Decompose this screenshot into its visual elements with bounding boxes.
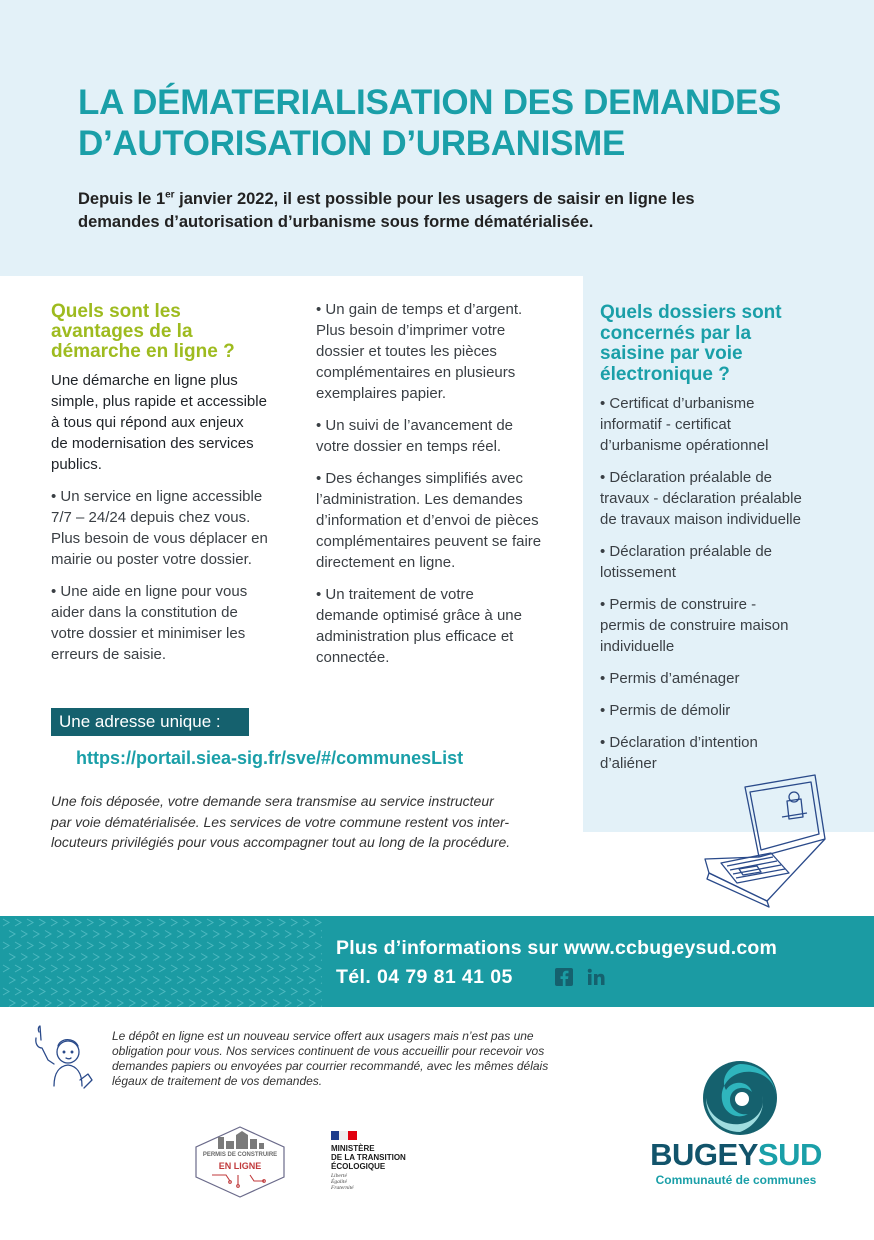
pattern-triangle [291,988,297,995]
pattern-triangle [99,988,105,995]
pattern-triangle [21,1000,27,1007]
pattern-triangle [27,919,33,926]
pattern-triangle [171,942,177,949]
pattern-triangle [111,942,117,949]
pattern-triangle [111,988,117,995]
dossiers-heading: Quels dossiers sont concernés par la saisine par voie électronique ? [600,302,782,385]
pattern-triangle [81,977,87,984]
pattern-triangle [189,954,195,961]
pattern-triangle [15,919,21,926]
laptop-illustration [697,773,832,908]
pattern-triangle [123,942,129,949]
pattern-triangle [57,977,63,984]
pattern-triangle [273,1000,279,1007]
pattern-triangle [243,919,249,926]
pattern-triangle [297,1000,303,1007]
pattern-triangle [69,931,75,938]
pattern-triangle [303,965,309,972]
pattern-triangle [237,954,243,961]
pattern-triangle [93,954,99,961]
pattern-triangle [177,954,183,961]
pattern-triangle [303,988,309,995]
pattern-triangle [291,965,297,972]
pattern-triangle [51,965,57,972]
pattern-triangle [165,931,171,938]
pattern-triangle [27,942,33,949]
pattern-triangle [135,988,141,995]
pattern-triangle [141,1000,147,1007]
page-title [78,82,838,164]
pattern-triangle [249,1000,255,1007]
pattern-triangle [261,1000,267,1007]
pattern-triangle [39,988,45,995]
pattern-triangle [63,942,69,949]
permis-logo-text: PERMIS DE CONSTRUIRE [202,1152,278,1158]
advantage-bullet: • Un gain de temps et d’argent. Plus besoin d’imprimer votre dossier et toutes les pièces complémentaires en plusieurs exemplaires papier. [316,301,523,402]
intro-sup: er [165,189,175,201]
republic-motto: Liberté Égalité Fraternité [331,1173,354,1191]
pattern-triangle [9,1000,15,1007]
pattern-triangle [219,965,225,972]
pattern-triangle [159,942,165,949]
pattern-triangle [261,954,267,961]
pattern-triangle [45,954,51,961]
pattern-triangle [129,977,135,984]
pattern-triangle [303,919,309,926]
pattern-triangle [243,942,249,949]
pattern-triangle [195,919,201,926]
pattern-triangle [117,1000,123,1007]
intro-start: Depuis le 1 [78,190,166,208]
pattern-triangle [9,954,15,961]
pattern-triangle [297,977,303,984]
pattern-triangle [297,931,303,938]
bugey-sud-subtitle: Communauté de communes [655,1173,817,1187]
pattern-triangle [147,919,153,926]
pattern-triangle [135,942,141,949]
pattern-triangle [309,977,315,984]
pattern-triangle [321,1000,322,1007]
advantages-lead: Une démarche en ligne plus simple, plus rapide et accessible à tous qui répond aux enjeux de modernisation des services publics. [51,372,267,473]
pattern-triangle [123,919,129,926]
pattern-triangle [33,931,39,938]
pattern-triangle [129,931,135,938]
pattern-triangle [201,931,207,938]
pattern-triangle [81,954,87,961]
marianne-flag-icon [331,1131,357,1140]
pattern-triangle [39,919,45,926]
pattern-triangle [3,988,9,995]
pattern-triangle [63,965,69,972]
pattern-triangle [171,988,177,995]
pattern-triangle [75,965,81,972]
pattern-triangle [189,931,195,938]
pattern-triangle [69,977,75,984]
pattern-triangle [51,919,57,926]
pattern-triangle [3,965,9,972]
pattern-triangle [321,977,322,984]
pattern-triangle [315,919,321,926]
pattern-triangle [285,977,291,984]
pattern-triangle [309,1000,315,1007]
bugey-sud-swirl-logo [700,1058,780,1138]
portal-link[interactable]: https://portail.siea-sig.fr/sve/#/communesList [76,748,464,768]
pattern-triangle [141,977,147,984]
facebook-icon[interactable] [555,968,573,986]
pattern-triangle [63,919,69,926]
pattern-triangle [267,919,273,926]
pattern-triangle [231,988,237,995]
pattern-triangle [183,965,189,972]
ministry-name: MINISTÈRE DE LA TRANSITION ÉCOLOGIQUE [331,1144,406,1171]
pattern-triangle [285,931,291,938]
pattern-triangle [249,931,255,938]
pattern-triangle [141,931,147,938]
pattern-triangle [87,965,93,972]
pattern-triangle [165,1000,171,1007]
pattern-triangle [309,931,315,938]
advantage-bullet: • Des échanges simplifiés avec l’administration. Les demandes d’information et d’envoi de pièces complémentaires peuvent se faire directement en ligne. [316,470,542,571]
pattern-triangle [99,965,105,972]
pattern-triangle [171,965,177,972]
pattern-triangle [213,931,219,938]
pattern-triangle [213,1000,219,1007]
pattern-triangle [279,988,285,995]
pattern-triangle [81,931,87,938]
pattern-triangle [57,931,63,938]
pattern-triangle [15,988,21,995]
pattern-triangle [27,988,33,995]
pattern-triangle [255,942,261,949]
list-item: • Permis d’aménager [600,670,740,687]
dossiers-list [600,393,825,774]
pattern-triangle [183,942,189,949]
pattern-triangle [225,954,231,961]
pattern-triangle [111,965,117,972]
pattern-triangle [249,977,255,984]
pattern-triangle [255,919,261,926]
pattern-triangle [135,919,141,926]
contact-band [0,916,874,1007]
pattern-triangle [255,965,261,972]
pattern-triangle [279,919,285,926]
pattern-triangle [315,942,321,949]
pattern-triangle [75,919,81,926]
pattern-triangle [183,919,189,926]
pattern-triangle [63,988,69,995]
pattern-triangle [15,965,21,972]
pattern-triangle [237,1000,243,1007]
pattern-triangle [87,942,93,949]
pattern-triangle [291,919,297,926]
pattern-triangle [123,988,129,995]
pattern-triangle [69,1000,75,1007]
permis-logo-text-2: EN LIGNE [218,1161,262,1171]
pattern-triangle [315,988,321,995]
advantage-bullet: • Un traitement de votre demande optimisé grâce à une administration plus efficace et connectée. [316,586,522,666]
pattern-triangle [99,942,105,949]
pattern-triangle [147,965,153,972]
pattern-triangle [9,977,15,984]
pattern-triangle [159,919,165,926]
address-label: Une adresse unique : [51,708,249,736]
title-line: D’AUTORISATION D’URBANISME [78,124,626,163]
advantage-bullet: • Un service en ligne accessible 7/7 – 24/24 depuis chez vous. Plus besoin de vous déplacer en mairie ou poster votre dossier. [51,488,268,568]
list-item: • Déclaration préalable de lotissement [600,543,773,581]
pattern-triangle [99,919,105,926]
pattern-triangle [129,1000,135,1007]
pattern-triangle [45,931,51,938]
pattern-triangle [9,931,15,938]
pattern-triangle [87,988,93,995]
pattern-triangle [123,965,129,972]
pattern-triangle [285,1000,291,1007]
pattern-triangle [309,954,315,961]
pattern-triangle [165,977,171,984]
pattern-triangle [261,977,267,984]
pattern-triangle [273,931,279,938]
pattern-triangle [261,931,267,938]
pattern-triangle [219,942,225,949]
pattern-triangle [45,1000,51,1007]
pattern-triangle [321,954,322,961]
disclaimer-text: Le dépôt en ligne est un nouveau service offert aux usagers mais n’est pas une obligation pour vous. Nos services continuent de vous accueillir pour recevoir vos demandes papiers ou envoyées par courrier recommandé, avec les mêmes délais légaux de traitement de vos demandes. [112,1029,549,1088]
pattern-triangle [189,1000,195,1007]
pattern-triangle [165,954,171,961]
list-item: • Permis de construire - permis de construire maison individuelle [600,596,789,655]
pattern-triangle [207,942,213,949]
pattern-triangle [279,965,285,972]
pattern-triangle [153,931,159,938]
pattern-triangle [45,977,51,984]
pattern-triangle [213,977,219,984]
advantage-bullet: • Un suivi de l’avancement de votre dossier en temps réel. [316,417,514,455]
pattern-triangle [21,977,27,984]
pattern-triangle [231,919,237,926]
bugey-sud-wordmark: BUGEYSUD [650,1137,822,1172]
pattern-triangle [243,988,249,995]
pattern-triangle [147,988,153,995]
pattern-triangle [273,977,279,984]
pattern-triangle [111,919,117,926]
pattern-triangle [75,942,81,949]
pattern-triangle [141,954,147,961]
pattern-triangle [201,954,207,961]
pattern-triangle [51,988,57,995]
pattern-triangle [33,977,39,984]
pattern-triangle [135,965,141,972]
pattern-triangle [69,954,75,961]
pattern-triangle [147,942,153,949]
list-item: • Déclaration d’intention d’aliéner [600,734,758,772]
pattern-triangle [93,1000,99,1007]
pattern-triangle [3,942,9,949]
pattern-triangle [267,965,273,972]
pattern-triangle [153,977,159,984]
pattern-triangle [195,965,201,972]
pattern-triangle [153,1000,159,1007]
pattern-triangle [195,942,201,949]
pattern-triangle [153,954,159,961]
pattern-triangle [93,977,99,984]
pattern-triangle [117,977,123,984]
linkedin-icon[interactable] [587,968,605,986]
pattern-triangle [117,931,123,938]
advantage-bullet: • Une aide en ligne pour vous aider dans la constitution de votre dossier et minimiser les erreurs de saisie. [51,583,248,663]
pattern-triangle [291,942,297,949]
title-line: LA DÉMATERIALISATION DES DEMANDES [78,83,782,122]
pattern-triangle [315,965,321,972]
pattern-triangle [267,988,273,995]
website-text: Plus d’informations sur www.ccbugeysud.com [336,937,778,959]
advantages-column-2 [316,299,566,679]
pattern-triangle [219,919,225,926]
pattern-triangle [159,988,165,995]
pattern-triangle [237,931,243,938]
pattern-triangle [87,919,93,926]
pattern-triangle [225,977,231,984]
pattern-triangle [201,977,207,984]
pattern-triangle [75,988,81,995]
intro-text [78,188,738,234]
pattern-triangle [33,1000,39,1007]
pattern-triangle [117,954,123,961]
phone-text: Tél. 04 79 81 41 05 [336,966,513,988]
list-item: • Certificat d’urbanisme informatif - certificat d’urbanisme opérationnel [600,395,769,454]
pattern-triangle [267,942,273,949]
advantages-column [51,302,291,676]
intro-line1: janvier 2022, il est possible pour les usagers de saisir en ligne les [174,190,695,208]
pattern-triangle [207,919,213,926]
pattern-triangle [177,1000,183,1007]
pattern-triangle [243,965,249,972]
list-item: • Déclaration préalable de travaux - déclaration préalable de travaux maison individuelle [600,469,802,528]
pattern-triangle [159,965,165,972]
pattern-triangle [231,965,237,972]
pattern-triangle [321,931,322,938]
pattern-triangle [21,954,27,961]
pattern-triangle [129,954,135,961]
pattern-triangle [225,931,231,938]
pattern-triangle [213,954,219,961]
pattern-triangle [219,988,225,995]
pattern-triangle [27,965,33,972]
pattern-triangle [171,919,177,926]
pattern-triangle [225,1000,231,1007]
pattern-triangle [57,954,63,961]
triangle-pattern [0,916,322,1007]
advantages-heading: Quels sont les avantages de la démarche en ligne ? [51,301,235,362]
pattern-triangle [3,919,9,926]
pattern-triangle [39,942,45,949]
person-illustration [30,1022,100,1092]
pattern-triangle [255,988,261,995]
pattern-triangle [15,942,21,949]
pattern-triangle [303,942,309,949]
intro-line2: demandes d’autorisation d’urbanisme sous forme dématérialisée. [78,213,594,231]
pattern-triangle [177,931,183,938]
pattern-triangle [273,954,279,961]
pattern-triangle [249,954,255,961]
pattern-triangle [201,1000,207,1007]
pattern-triangle [93,931,99,938]
pattern-triangle [81,1000,87,1007]
pattern-triangle [51,942,57,949]
list-item: • Permis de démolir [600,702,731,719]
pattern-triangle [57,1000,63,1007]
pattern-triangle [105,954,111,961]
pattern-triangle [285,954,291,961]
pattern-triangle [21,931,27,938]
pattern-triangle [195,988,201,995]
pattern-triangle [105,977,111,984]
pattern-triangle [105,1000,111,1007]
pattern-triangle [231,942,237,949]
pattern-triangle [207,965,213,972]
transmission-note: Une fois déposée, votre demande sera transmise au service instructeur par voie dématérialisée. Les services de votre commune restent vos inter- locuteurs privilégiés pour vous accompagner tout au long de la procédure. [51,793,511,850]
pattern-triangle [237,977,243,984]
dossiers-column [600,303,825,785]
pattern-triangle [177,977,183,984]
pattern-triangle [297,954,303,961]
pattern-triangle [183,988,189,995]
pattern-triangle [39,965,45,972]
pattern-triangle [207,988,213,995]
pattern-triangle [189,977,195,984]
pattern-triangle [105,931,111,938]
pattern-triangle [33,954,39,961]
pattern-triangle [279,942,285,949]
